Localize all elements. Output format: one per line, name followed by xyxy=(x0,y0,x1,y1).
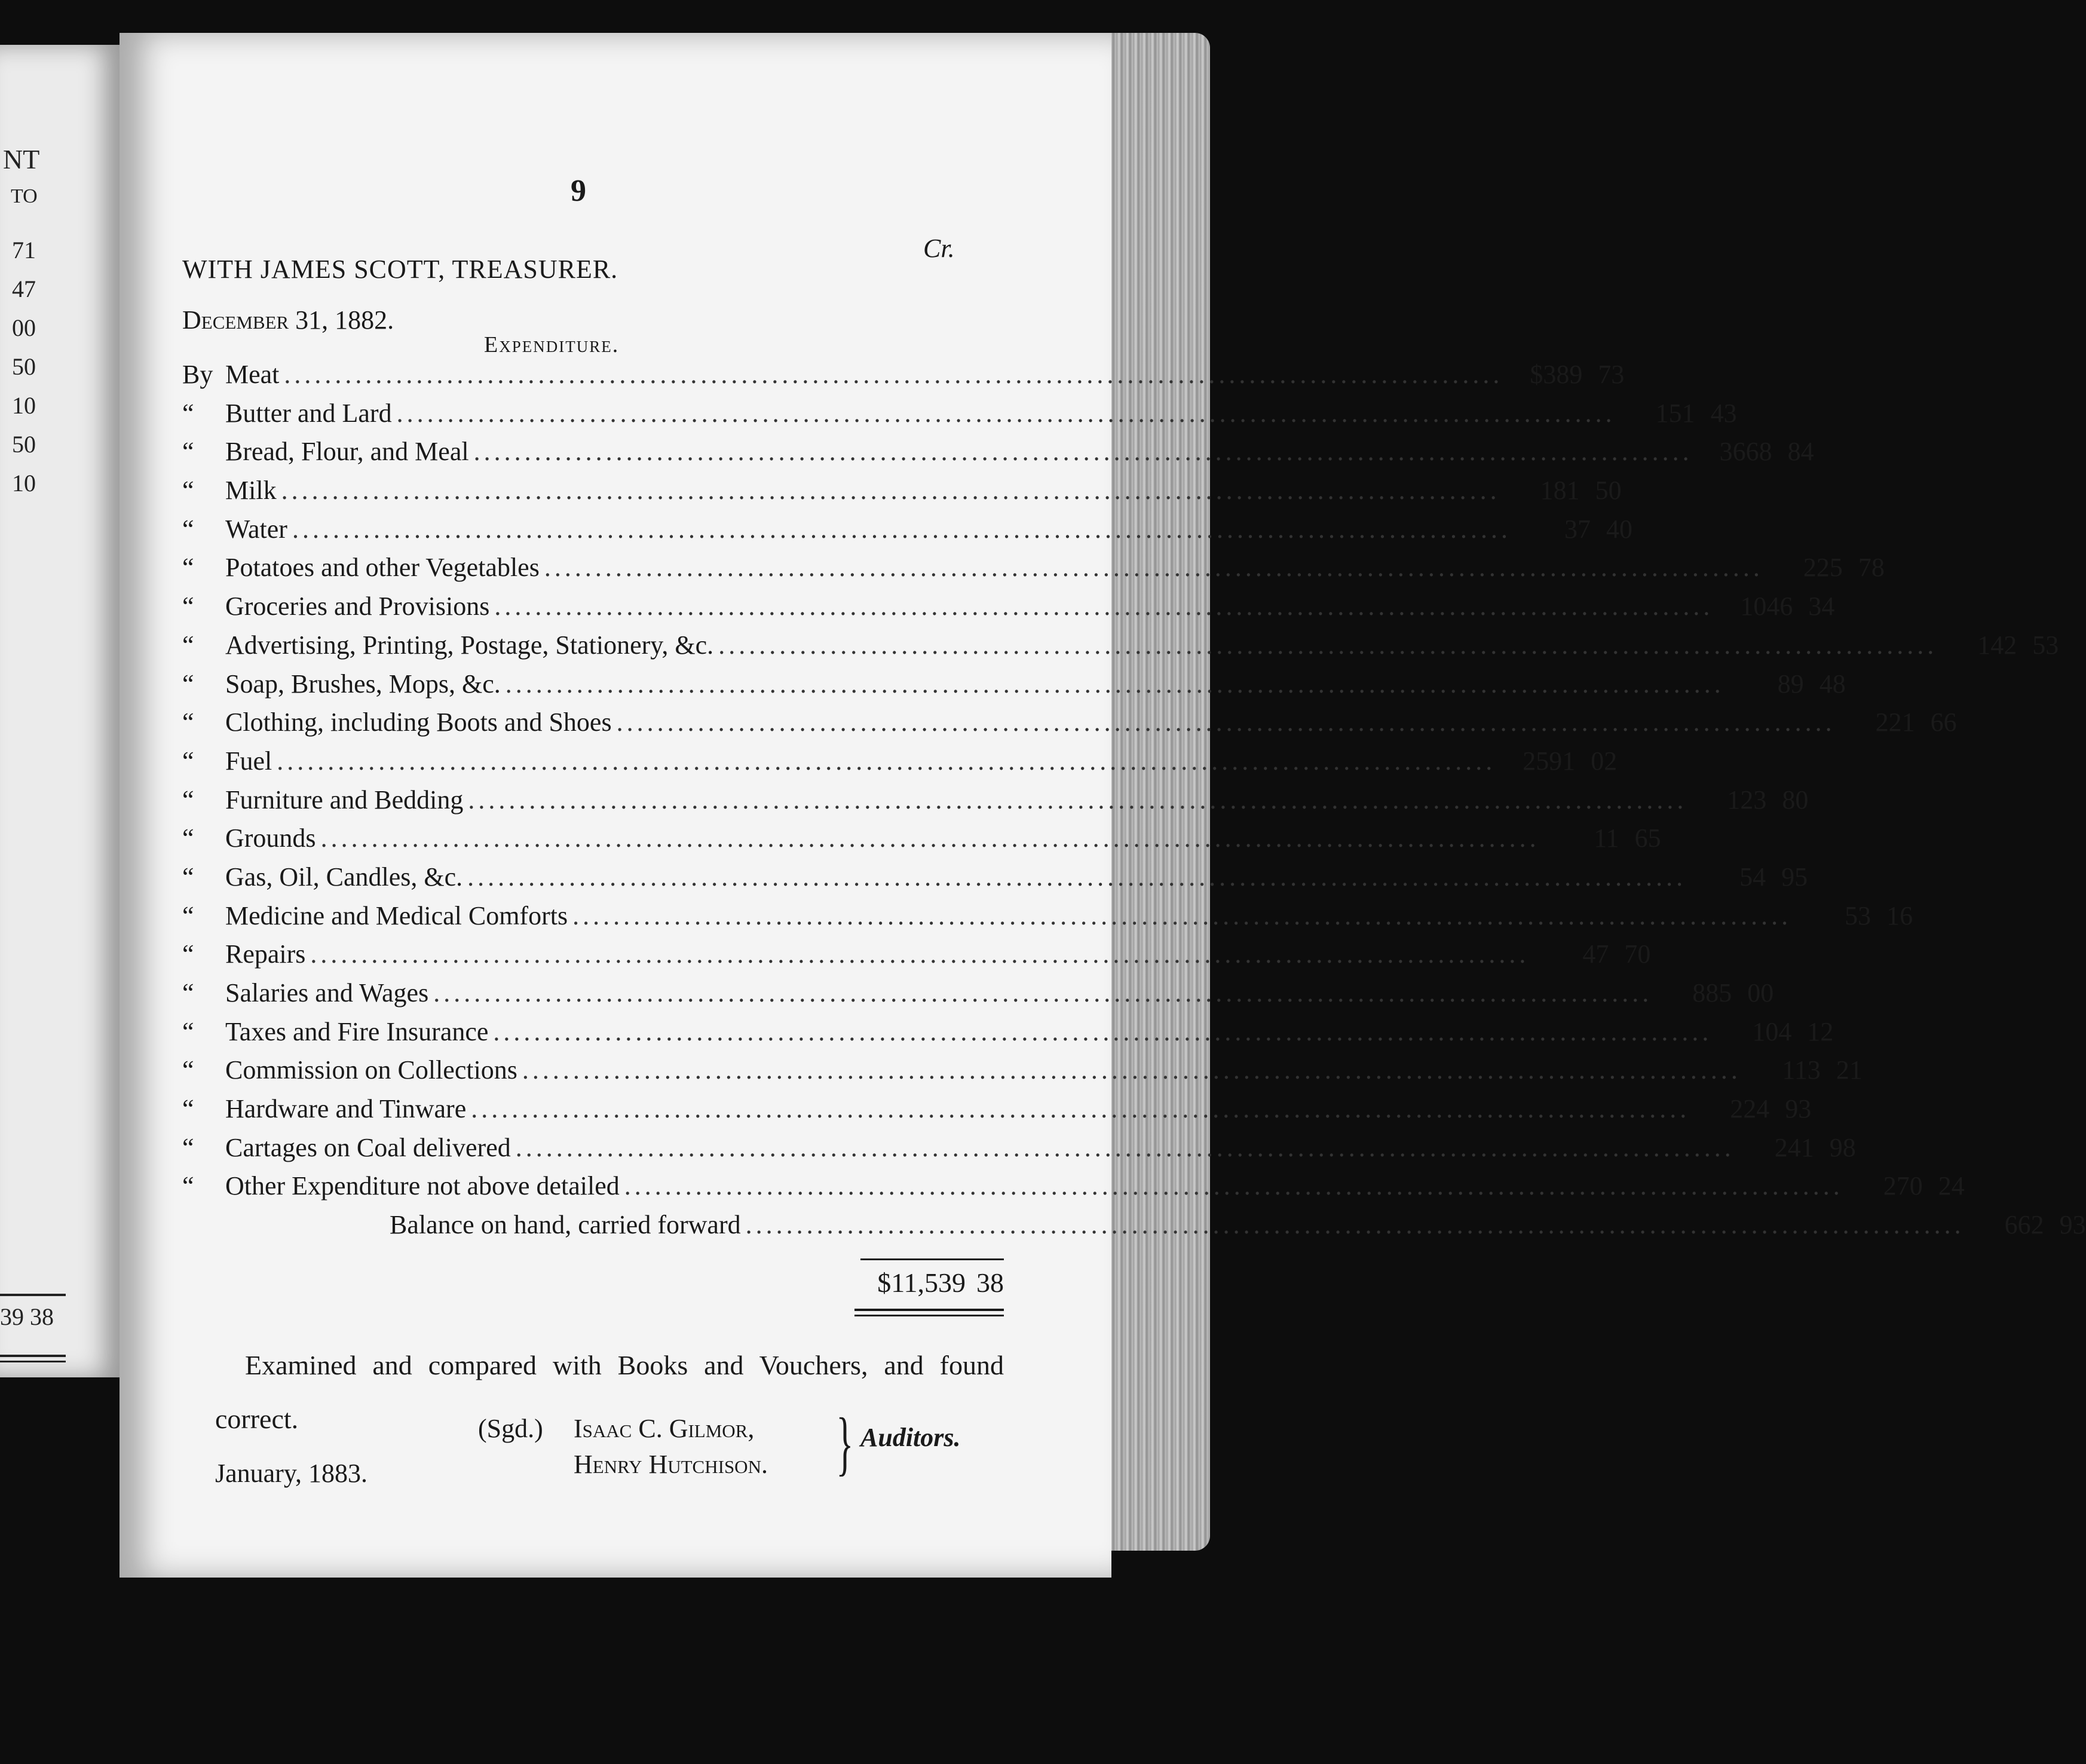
entry-dollars: 53 xyxy=(1845,901,1871,930)
entry-prefix: “ xyxy=(182,1171,194,1201)
entry-description: Repairs xyxy=(225,939,306,969)
entry-cents: 95 xyxy=(1781,862,1808,892)
entry-dollars: 221 xyxy=(1875,708,1915,737)
entry-cents: 80 xyxy=(1782,785,1809,814)
left-fragment: 50 xyxy=(12,431,36,458)
leader-dots: ........................................................................................................................ xyxy=(467,862,1687,892)
entry-cents: 78 xyxy=(1858,553,1885,583)
entry-dollars: 142 xyxy=(1977,630,2017,660)
signed-date: January, 1883. xyxy=(215,1459,367,1488)
credit-label: Cr. xyxy=(923,234,955,263)
entry-prefix: “ xyxy=(182,1016,194,1046)
entry-dollars: 54 xyxy=(1739,862,1766,892)
leader-dots: ........................................................................................................................ xyxy=(471,1094,1690,1124)
entry-description: Other Expenditure not above detailed xyxy=(225,1171,620,1201)
entry-dollars: 89 xyxy=(1777,669,1804,699)
left-fragment: 47 xyxy=(12,275,36,302)
ledger-row xyxy=(182,781,1809,820)
left-fragment: TO xyxy=(11,185,38,207)
total-double-rule xyxy=(854,1309,1004,1316)
brace-glyph: } xyxy=(836,1403,854,1483)
leader-dots: ........................................................................................................................ xyxy=(572,901,1792,930)
entry-description: Commission on Collections xyxy=(225,1055,517,1085)
ledger-row xyxy=(182,1129,1856,1168)
entry-description: Medicine and Medical Comforts xyxy=(225,901,568,930)
entry-cents: 73 xyxy=(1598,360,1625,389)
entry-description: Advertising, Printing, Postage, Stationery, &c. xyxy=(225,630,714,660)
examined-statement: Examined and compared with Books and Vouchers, and found correct. xyxy=(215,1350,1004,1434)
entry-description: Groceries and Provisions xyxy=(225,592,490,621)
entry-prefix: “ xyxy=(182,553,194,583)
ledger-row xyxy=(182,587,1835,626)
ledger-row xyxy=(182,1051,1863,1090)
entry-description: Fuel xyxy=(225,746,272,776)
entry-dollars: 37 xyxy=(1564,514,1591,544)
entry-cents: 43 xyxy=(1710,398,1737,428)
entry-prefix: “ xyxy=(182,437,194,467)
entry-cents: 84 xyxy=(1787,437,1814,467)
leader-dots: ........................................................................................................................ xyxy=(468,785,1687,814)
entry-cents: 66 xyxy=(1930,708,1957,737)
leader-dots: ........................................................................................................................ xyxy=(544,553,1763,583)
entry-prefix: “ xyxy=(182,862,194,892)
ledger-row xyxy=(182,935,1651,974)
section-title: Expenditure. xyxy=(484,332,620,357)
total-rule xyxy=(860,1258,1004,1260)
entry-dollars: 2591 xyxy=(1523,746,1576,776)
left-total-fragment: 39 38 xyxy=(0,1303,54,1330)
entry-cents: 93 xyxy=(2059,1210,2086,1240)
entry-description: Water xyxy=(225,514,287,544)
entry-prefix: “ xyxy=(182,398,194,428)
entry-prefix: By xyxy=(182,360,213,389)
entry-prefix: “ xyxy=(182,1132,194,1162)
ledger-row xyxy=(182,1167,1965,1206)
entry-cents: 34 xyxy=(1808,592,1835,621)
leader-dots: ........................................................................................................................ xyxy=(522,1055,1741,1085)
leader-dots: ........................................................................................................................ xyxy=(281,476,1500,506)
entry-prefix: “ xyxy=(182,939,194,969)
ledger-row xyxy=(182,742,1618,781)
entry-cents: 00 xyxy=(1747,978,1774,1007)
entry-prefix: “ xyxy=(182,1055,194,1085)
leader-dots: ........................................................................................................................ xyxy=(745,1210,1965,1240)
ledger-row xyxy=(182,858,1808,897)
entry-cents: 50 xyxy=(1595,476,1622,506)
entry-description: Taxes and Fire Insurance xyxy=(225,1016,489,1046)
entry-description: Gas, Oil, Candles, &c. xyxy=(225,862,463,892)
entry-cents: 16 xyxy=(1886,901,1913,930)
ledger-row xyxy=(182,1206,2086,1245)
leader-dots: ........................................................................................................................ xyxy=(493,1016,1713,1046)
entry-dollars: 224 xyxy=(1730,1094,1770,1124)
entry-cents: 53 xyxy=(2032,630,2059,660)
leader-dots: ........................................................................................................................ xyxy=(284,360,1503,389)
leader-dots: ........................................................................................................................ xyxy=(473,437,1693,467)
entry-description: Hardware and Tinware xyxy=(225,1094,467,1124)
page-heading: WITH JAMES SCOTT, TREASURER. xyxy=(182,255,618,284)
entry-cents: 12 xyxy=(1807,1016,1834,1046)
ledger-row xyxy=(182,356,1625,394)
entry-dollars: 662 xyxy=(2004,1210,2044,1240)
date-line: December 31, 1882. xyxy=(182,305,394,335)
ledger-row xyxy=(182,665,1846,704)
entry-prefix: “ xyxy=(182,1094,194,1124)
entry-description: Cartages on Coal delivered xyxy=(225,1132,511,1162)
entry-dollars: 151 xyxy=(1655,398,1695,428)
page-number: 9 xyxy=(571,174,586,208)
left-fragment: NT xyxy=(3,144,40,174)
leader-dots: ........................................................................................................................ xyxy=(515,1132,1735,1162)
ledger-row xyxy=(182,819,1661,858)
left-fragment: 71 xyxy=(12,237,36,264)
left-fragment: 00 xyxy=(12,314,36,341)
auditor-name: Isaac C. Gilmor, xyxy=(574,1414,755,1443)
left-fragment: 10 xyxy=(12,470,36,497)
ledger-row xyxy=(182,1090,1812,1129)
entry-prefix: “ xyxy=(182,592,194,621)
entry-dollars: 1046 xyxy=(1740,592,1793,621)
entry-description: Meat xyxy=(225,360,280,389)
entry-dollars: 104 xyxy=(1752,1016,1792,1046)
leader-dots: ........................................................................................................................ xyxy=(505,669,1724,699)
leader-dots: ........................................................................................................................ xyxy=(310,939,1530,969)
leader-dots: ........................................................................................................................ xyxy=(320,823,1540,853)
entry-dollars: 47 xyxy=(1582,939,1609,969)
leader-dots: ........................................................................................................................ xyxy=(433,978,1653,1007)
ledger-row xyxy=(182,703,1957,742)
ledger-row xyxy=(182,433,1814,471)
entry-dollars: 3668 xyxy=(1719,437,1772,467)
ledger-row xyxy=(182,549,1885,587)
left-facing-page xyxy=(0,45,122,1377)
auditors-label: Auditors. xyxy=(860,1423,961,1452)
entry-dollars: 241 xyxy=(1774,1132,1814,1162)
entry-cents: 93 xyxy=(1785,1094,1812,1124)
entry-dollars: 113 xyxy=(1782,1055,1821,1085)
entry-dollars: 225 xyxy=(1803,553,1843,583)
entry-dollars: 885 xyxy=(1692,978,1732,1007)
entry-description: Soap, Brushes, Mops, &c. xyxy=(225,669,501,699)
total-dollars: $11,539 xyxy=(877,1267,966,1298)
entry-description: Potatoes and other Vegetables xyxy=(225,553,540,583)
entry-dollars: 181 xyxy=(1540,476,1580,506)
left-fragment: 50 xyxy=(12,353,36,380)
ledger-row xyxy=(182,626,2059,665)
total-amount xyxy=(854,1267,1004,1298)
entry-prefix: “ xyxy=(182,476,194,506)
entry-dollars: 11 xyxy=(1594,823,1619,853)
entry-prefix: “ xyxy=(182,630,194,660)
ledger-row xyxy=(182,510,1632,549)
ledger-row xyxy=(182,974,1774,1013)
entry-description: Milk xyxy=(225,476,277,506)
left-fragment: 10 xyxy=(12,392,36,419)
signed-label: (Sgd.) xyxy=(478,1414,543,1443)
ledger-row xyxy=(182,394,1737,433)
entry-prefix: “ xyxy=(182,669,194,699)
entry-cents: 40 xyxy=(1606,514,1632,544)
ledger-row xyxy=(182,471,1622,510)
left-double-rule xyxy=(0,1355,66,1362)
entry-prefix: “ xyxy=(182,901,194,930)
leader-dots: ........................................................................................................................ xyxy=(396,398,1616,428)
entry-dollars: $389 xyxy=(1530,360,1583,389)
ledger-row xyxy=(182,897,1913,936)
leader-dots: ........................................................................................................................ xyxy=(277,746,1496,776)
entry-dollars: 270 xyxy=(1883,1171,1923,1201)
entry-prefix: “ xyxy=(182,785,194,814)
expenditure-ledger xyxy=(182,356,2086,1245)
entry-prefix: “ xyxy=(182,708,194,737)
entry-cents: 70 xyxy=(1624,939,1651,969)
entry-cents: 21 xyxy=(1836,1055,1863,1085)
entry-description: Clothing, including Boots and Shoes xyxy=(225,708,612,737)
entry-prefix: “ xyxy=(182,746,194,776)
entry-prefix: “ xyxy=(182,978,194,1007)
entry-prefix: “ xyxy=(182,823,194,853)
entry-description: Bread, Flour, and Meal xyxy=(225,437,469,467)
entry-description: Furniture and Bedding xyxy=(225,785,464,814)
ledger-row xyxy=(182,1013,1834,1052)
entry-description: Balance on hand, carried forward xyxy=(390,1210,741,1240)
entry-cents: 24 xyxy=(1938,1171,1965,1201)
auditor-name: Henry Hutchison. xyxy=(574,1450,768,1479)
entry-cents: 98 xyxy=(1829,1132,1856,1162)
entry-cents: 02 xyxy=(1591,746,1618,776)
leader-dots: ........................................................................................................................ xyxy=(718,630,1938,660)
entry-cents: 48 xyxy=(1819,669,1846,699)
entry-description: Grounds xyxy=(225,823,316,853)
entry-description: Salaries and Wages xyxy=(225,978,429,1007)
entry-dollars: 123 xyxy=(1727,785,1767,814)
entry-cents: 65 xyxy=(1634,823,1661,853)
leader-dots: ........................................................................................................................ xyxy=(624,1171,1843,1201)
total-cents: 38 xyxy=(976,1267,1004,1298)
leader-dots: ........................................................................................................................ xyxy=(292,514,1511,544)
entry-description: Butter and Lard xyxy=(225,398,392,428)
leader-dots: ........................................................................................................................ xyxy=(616,708,1836,737)
leader-dots: ........................................................................................................................ xyxy=(494,592,1714,621)
left-rule xyxy=(0,1294,66,1296)
entry-prefix: “ xyxy=(182,514,194,544)
